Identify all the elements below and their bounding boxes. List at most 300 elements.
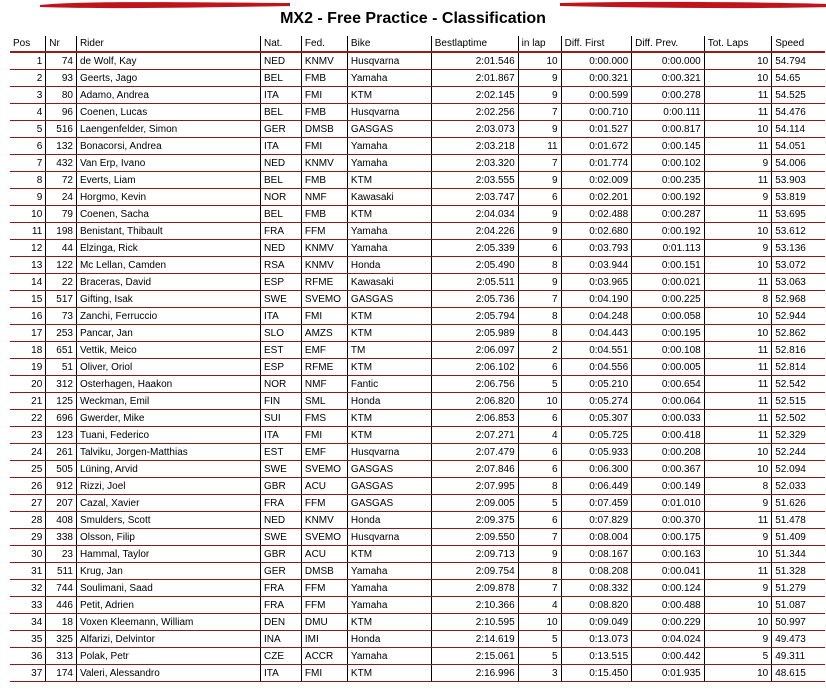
nat-cell: ITA xyxy=(261,427,302,444)
in-lap-cell: 6 xyxy=(518,461,561,478)
nr-cell: 261 xyxy=(46,444,77,461)
bike-cell: GASGAS xyxy=(347,291,431,308)
bike-cell: KTM xyxy=(347,172,431,189)
pos-cell: 3 xyxy=(10,87,46,104)
bestlaptime-cell: 2:05.989 xyxy=(431,325,518,342)
nr-cell: 511 xyxy=(46,563,77,580)
speed-cell: 52.244 xyxy=(772,444,825,461)
diff-first-cell: 0:05.725 xyxy=(561,427,632,444)
diff-first-cell: 0:05.307 xyxy=(561,410,632,427)
bike-cell: KTM xyxy=(347,325,431,342)
nat-cell: SUI xyxy=(261,410,302,427)
bestlaptime-cell: 2:02.145 xyxy=(431,87,518,104)
table-row xyxy=(10,478,825,495)
bike-cell: Yamaha xyxy=(347,240,431,257)
rider-cell: Zanchi, Ferruccio xyxy=(76,308,260,325)
pos-cell: 18 xyxy=(10,342,46,359)
nat-cell: GER xyxy=(261,563,302,580)
bike-cell: Kawasaki xyxy=(347,189,431,206)
pos-cell: 2 xyxy=(10,70,46,87)
in-lap-cell: 6 xyxy=(518,444,561,461)
header-nat[interactable]: Nat. xyxy=(261,36,302,52)
nr-cell: 325 xyxy=(46,631,77,648)
tot-laps-cell: 11 xyxy=(704,104,771,121)
pos-cell: 35 xyxy=(10,631,46,648)
bike-cell: Husqvarna xyxy=(347,444,431,461)
bestlaptime-cell: 2:05.339 xyxy=(431,240,518,257)
nr-cell: 446 xyxy=(46,597,77,614)
nat-cell: NED xyxy=(261,512,302,529)
bestlaptime-cell: 2:09.878 xyxy=(431,580,518,597)
nat-cell: SLO xyxy=(261,325,302,342)
speed-cell: 52.542 xyxy=(772,376,825,393)
rider-cell: Pancar, Jan xyxy=(76,325,260,342)
in-lap-cell: 5 xyxy=(518,631,561,648)
classification-table xyxy=(10,36,825,682)
nr-cell: 72 xyxy=(46,172,77,189)
diff-prev-cell: 0:00.000 xyxy=(632,52,705,70)
pos-cell: 28 xyxy=(10,512,46,529)
diff-prev-cell: 0:00.124 xyxy=(632,580,705,597)
pos-cell: 21 xyxy=(10,393,46,410)
pos-cell: 10 xyxy=(10,206,46,223)
rider-cell: de Wolf, Kay xyxy=(76,52,260,70)
pos-cell: 29 xyxy=(10,529,46,546)
table-row xyxy=(10,240,825,257)
nr-cell: 408 xyxy=(46,512,77,529)
bestlaptime-cell: 2:14.619 xyxy=(431,631,518,648)
diff-first-cell: 0:02.680 xyxy=(561,223,632,240)
in-lap-cell: 9 xyxy=(518,223,561,240)
bestlaptime-cell: 2:04.034 xyxy=(431,206,518,223)
fed-cell: EMF xyxy=(301,342,347,359)
diff-first-cell: 0:00.000 xyxy=(561,52,632,70)
speed-cell: 51.328 xyxy=(772,563,825,580)
nr-cell: 123 xyxy=(46,427,77,444)
bestlaptime-cell: 2:01.546 xyxy=(431,52,518,70)
nat-cell: ESP xyxy=(261,359,302,376)
rider-cell: Geerts, Jago xyxy=(76,70,260,87)
pos-cell: 24 xyxy=(10,444,46,461)
bike-cell: KTM xyxy=(347,359,431,376)
nat-cell: GBR xyxy=(261,546,302,563)
diff-first-cell: 0:08.820 xyxy=(561,597,632,614)
pos-cell: 16 xyxy=(10,308,46,325)
pos-cell: 37 xyxy=(10,665,46,682)
table-row xyxy=(10,512,825,529)
fed-cell: NMF xyxy=(301,189,347,206)
nat-cell: ITA xyxy=(261,308,302,325)
fed-cell: ACU xyxy=(301,478,347,495)
in-lap-cell: 7 xyxy=(518,529,561,546)
diff-prev-cell: 0:00.370 xyxy=(632,512,705,529)
table-row xyxy=(10,597,825,614)
tot-laps-cell: 10 xyxy=(704,52,771,70)
diff-first-cell: 0:05.933 xyxy=(561,444,632,461)
table-row xyxy=(10,393,825,410)
table-row xyxy=(10,648,825,665)
brush-stroke-left xyxy=(40,0,290,9)
table-row xyxy=(10,52,825,70)
in-lap-cell: 6 xyxy=(518,512,561,529)
bike-cell: Yamaha xyxy=(347,597,431,614)
table-row xyxy=(10,87,825,104)
nr-cell: 313 xyxy=(46,648,77,665)
table-row xyxy=(10,410,825,427)
nr-cell: 198 xyxy=(46,223,77,240)
tot-laps-cell: 11 xyxy=(704,87,771,104)
nat-cell: FRA xyxy=(261,495,302,512)
bestlaptime-cell: 2:03.555 xyxy=(431,172,518,189)
tot-laps-cell: 10 xyxy=(704,308,771,325)
bike-cell: KTM xyxy=(347,546,431,563)
nat-cell: SWE xyxy=(261,529,302,546)
speed-cell: 52.944 xyxy=(772,308,825,325)
tot-laps-cell: 9 xyxy=(704,580,771,597)
speed-cell: 53.136 xyxy=(772,240,825,257)
header-bike[interactable]: Bike xyxy=(347,36,431,52)
fed-cell: FMI xyxy=(301,308,347,325)
diff-first-cell: 0:00.599 xyxy=(561,87,632,104)
fed-cell: DMU xyxy=(301,614,347,631)
pos-cell: 11 xyxy=(10,223,46,240)
bike-cell: KTM xyxy=(347,410,431,427)
rider-cell: Coenen, Sacha xyxy=(76,206,260,223)
diff-prev-cell: 0:00.005 xyxy=(632,359,705,376)
diff-prev-cell: 0:00.151 xyxy=(632,257,705,274)
tot-laps-cell: 11 xyxy=(704,393,771,410)
diff-prev-cell: 0:00.654 xyxy=(632,376,705,393)
diff-prev-cell: 0:00.195 xyxy=(632,325,705,342)
bike-cell: Yamaha xyxy=(347,138,431,155)
tot-laps-cell: 9 xyxy=(704,240,771,257)
bestlaptime-cell: 2:06.853 xyxy=(431,410,518,427)
table-row xyxy=(10,563,825,580)
rider-cell: Gwerder, Mike xyxy=(76,410,260,427)
in-lap-cell: 8 xyxy=(518,308,561,325)
in-lap-cell: 9 xyxy=(518,87,561,104)
diff-first-cell: 0:06.300 xyxy=(561,461,632,478)
diff-first-cell: 0:03.793 xyxy=(561,240,632,257)
rider-cell: Coenen, Lucas xyxy=(76,104,260,121)
speed-cell: 49.311 xyxy=(772,648,825,665)
tot-laps-cell: 11 xyxy=(704,172,771,189)
fed-cell: EMF xyxy=(301,444,347,461)
tot-laps-cell: 10 xyxy=(704,614,771,631)
table-row xyxy=(10,104,825,121)
tot-laps-cell: 8 xyxy=(704,291,771,308)
rider-cell: Bonacorsi, Andrea xyxy=(76,138,260,155)
table-row xyxy=(10,189,825,206)
nat-cell: FRA xyxy=(261,580,302,597)
fed-cell: FFM xyxy=(301,597,347,614)
fed-cell: FMB xyxy=(301,172,347,189)
speed-cell: 54.65 xyxy=(772,70,825,87)
speed-cell: 54.525 xyxy=(772,87,825,104)
speed-cell: 51.344 xyxy=(772,546,825,563)
table-body xyxy=(10,52,825,682)
bike-cell: KTM xyxy=(347,87,431,104)
diff-first-cell: 0:01.672 xyxy=(561,138,632,155)
table-row xyxy=(10,172,825,189)
nr-cell: 651 xyxy=(46,342,77,359)
speed-cell: 53.819 xyxy=(772,189,825,206)
header-speed[interactable]: Speed xyxy=(772,36,825,52)
pos-cell: 25 xyxy=(10,461,46,478)
fed-cell: RFME xyxy=(301,359,347,376)
brush-stroke-right xyxy=(560,0,826,9)
pos-cell: 5 xyxy=(10,121,46,138)
nat-cell: GBR xyxy=(261,478,302,495)
diff-first-cell: 0:04.190 xyxy=(561,291,632,308)
diff-prev-cell: 0:00.192 xyxy=(632,223,705,240)
fed-cell: DMSB xyxy=(301,121,347,138)
diff-first-cell: 0:09.049 xyxy=(561,614,632,631)
nr-cell: 338 xyxy=(46,529,77,546)
diff-first-cell: 0:15.450 xyxy=(561,665,632,682)
in-lap-cell: 7 xyxy=(518,155,561,172)
header-tot-laps[interactable]: Tot. Laps xyxy=(704,36,771,52)
bike-cell: Fantic xyxy=(347,376,431,393)
tot-laps-cell: 10 xyxy=(704,325,771,342)
diff-prev-cell: 0:00.064 xyxy=(632,393,705,410)
nr-cell: 517 xyxy=(46,291,77,308)
in-lap-cell: 7 xyxy=(518,291,561,308)
rider-cell: Smulders, Scott xyxy=(76,512,260,529)
fed-cell: KNMV xyxy=(301,257,347,274)
bike-cell: Honda xyxy=(347,631,431,648)
diff-prev-cell: 0:00.229 xyxy=(632,614,705,631)
bestlaptime-cell: 2:09.713 xyxy=(431,546,518,563)
in-lap-cell: 5 xyxy=(518,648,561,665)
diff-prev-cell: 0:00.145 xyxy=(632,138,705,155)
speed-cell: 53.903 xyxy=(772,172,825,189)
rider-cell: Olsson, Filip xyxy=(76,529,260,546)
fed-cell: DMSB xyxy=(301,563,347,580)
speed-cell: 54.051 xyxy=(772,138,825,155)
rider-cell: Petit, Adrien xyxy=(76,597,260,614)
rider-cell: Tuani, Federico xyxy=(76,427,260,444)
nr-cell: 432 xyxy=(46,155,77,172)
bike-cell: Yamaha xyxy=(347,563,431,580)
diff-prev-cell: 0:00.287 xyxy=(632,206,705,223)
fed-cell: KNMV xyxy=(301,240,347,257)
in-lap-cell: 9 xyxy=(518,70,561,87)
nat-cell: NED xyxy=(261,52,302,70)
diff-prev-cell: 0:01.935 xyxy=(632,665,705,682)
fed-cell: FMB xyxy=(301,206,347,223)
pos-cell: 34 xyxy=(10,614,46,631)
pos-cell: 4 xyxy=(10,104,46,121)
header-diff-prev[interactable]: Diff. Prev. xyxy=(632,36,705,52)
pos-cell: 20 xyxy=(10,376,46,393)
pos-cell: 14 xyxy=(10,274,46,291)
diff-prev-cell: 0:00.488 xyxy=(632,597,705,614)
table-row xyxy=(10,665,825,682)
nat-cell: CZE xyxy=(261,648,302,665)
header-diff-first[interactable]: Diff. First xyxy=(561,36,632,52)
rider-cell: Valeri, Alessandro xyxy=(76,665,260,682)
fed-cell: FMB xyxy=(301,104,347,121)
diff-first-cell: 0:04.556 xyxy=(561,359,632,376)
rider-cell: Hammal, Taylor xyxy=(76,546,260,563)
pos-cell: 27 xyxy=(10,495,46,512)
speed-cell: 53.695 xyxy=(772,206,825,223)
fed-cell: FMI xyxy=(301,87,347,104)
diff-prev-cell: 0:00.278 xyxy=(632,87,705,104)
nat-cell: SWE xyxy=(261,291,302,308)
diff-prev-cell: 0:00.192 xyxy=(632,189,705,206)
speed-cell: 54.476 xyxy=(772,104,825,121)
diff-first-cell: 0:07.829 xyxy=(561,512,632,529)
bike-cell: Honda xyxy=(347,393,431,410)
diff-prev-cell: 0:04.024 xyxy=(632,631,705,648)
pos-cell: 36 xyxy=(10,648,46,665)
tot-laps-cell: 11 xyxy=(704,138,771,155)
tot-laps-cell: 11 xyxy=(704,427,771,444)
speed-cell: 50.997 xyxy=(772,614,825,631)
table-row xyxy=(10,580,825,597)
speed-cell: 52.816 xyxy=(772,342,825,359)
table-row xyxy=(10,70,825,87)
speed-cell: 53.072 xyxy=(772,257,825,274)
nr-cell: 79 xyxy=(46,206,77,223)
tot-laps-cell: 11 xyxy=(704,359,771,376)
bike-cell: Yamaha xyxy=(347,223,431,240)
header-fed[interactable]: Fed. xyxy=(301,36,347,52)
fed-cell: SVEMO xyxy=(301,461,347,478)
in-lap-cell: 8 xyxy=(518,563,561,580)
speed-cell: 52.515 xyxy=(772,393,825,410)
nat-cell: ITA xyxy=(261,87,302,104)
nr-cell: 96 xyxy=(46,104,77,121)
diff-first-cell: 0:08.208 xyxy=(561,563,632,580)
bestlaptime-cell: 2:09.005 xyxy=(431,495,518,512)
bestlaptime-cell: 2:10.366 xyxy=(431,597,518,614)
nat-cell: BEL xyxy=(261,206,302,223)
bestlaptime-cell: 2:09.754 xyxy=(431,563,518,580)
nat-cell: NOR xyxy=(261,189,302,206)
rider-cell: Braceras, David xyxy=(76,274,260,291)
table-row xyxy=(10,274,825,291)
diff-prev-cell: 0:00.235 xyxy=(632,172,705,189)
speed-cell: 52.033 xyxy=(772,478,825,495)
bike-cell: KTM xyxy=(347,614,431,631)
speed-cell: 51.478 xyxy=(772,512,825,529)
rider-cell: Cazal, Xavier xyxy=(76,495,260,512)
nr-cell: 696 xyxy=(46,410,77,427)
nr-cell: 22 xyxy=(46,274,77,291)
rider-cell: Everts, Liam xyxy=(76,172,260,189)
pos-cell: 22 xyxy=(10,410,46,427)
diff-prev-cell: 0:00.163 xyxy=(632,546,705,563)
header-nr[interactable]: Nr xyxy=(46,36,77,52)
pos-cell: 31 xyxy=(10,563,46,580)
in-lap-cell: 8 xyxy=(518,325,561,342)
bestlaptime-cell: 2:07.846 xyxy=(431,461,518,478)
tot-laps-cell: 5 xyxy=(704,648,771,665)
nat-cell: INA xyxy=(261,631,302,648)
header-pos[interactable]: Pos xyxy=(10,36,46,52)
table-row xyxy=(10,206,825,223)
bike-cell: TM xyxy=(347,342,431,359)
bestlaptime-cell: 2:07.995 xyxy=(431,478,518,495)
pos-cell: 30 xyxy=(10,546,46,563)
pos-cell: 8 xyxy=(10,172,46,189)
diff-prev-cell: 0:00.175 xyxy=(632,529,705,546)
table-row xyxy=(10,631,825,648)
diff-first-cell: 0:04.443 xyxy=(561,325,632,342)
in-lap-cell: 2 xyxy=(518,342,561,359)
tot-laps-cell: 10 xyxy=(704,461,771,478)
table-row xyxy=(10,155,825,172)
bike-cell: Yamaha xyxy=(347,155,431,172)
tot-laps-cell: 9 xyxy=(704,189,771,206)
bestlaptime-cell: 2:15.061 xyxy=(431,648,518,665)
pos-cell: 17 xyxy=(10,325,46,342)
in-lap-cell: 11 xyxy=(518,138,561,155)
header-rider[interactable]: Rider xyxy=(76,36,260,52)
speed-cell: 54.794 xyxy=(772,52,825,70)
pos-cell: 19 xyxy=(10,359,46,376)
bestlaptime-cell: 2:06.820 xyxy=(431,393,518,410)
header-in-lap[interactable]: in lap xyxy=(518,36,561,52)
header-bestlaptime[interactable]: Bestlaptime xyxy=(431,36,518,52)
diff-prev-cell: 0:00.208 xyxy=(632,444,705,461)
pos-cell: 15 xyxy=(10,291,46,308)
diff-first-cell: 0:01.774 xyxy=(561,155,632,172)
in-lap-cell: 4 xyxy=(518,427,561,444)
nr-cell: 18 xyxy=(46,614,77,631)
table-row xyxy=(10,529,825,546)
table-row xyxy=(10,444,825,461)
nat-cell: DEN xyxy=(261,614,302,631)
nr-cell: 80 xyxy=(46,87,77,104)
bike-cell: GASGAS xyxy=(347,495,431,512)
rider-cell: Voxen Kleemann, William xyxy=(76,614,260,631)
table-row xyxy=(10,359,825,376)
diff-prev-cell: 0:00.033 xyxy=(632,410,705,427)
diff-prev-cell: 0:00.058 xyxy=(632,308,705,325)
nr-cell: 132 xyxy=(46,138,77,155)
nr-cell: 312 xyxy=(46,376,77,393)
nr-cell: 207 xyxy=(46,495,77,512)
nr-cell: 516 xyxy=(46,121,77,138)
tot-laps-cell: 9 xyxy=(704,529,771,546)
diff-first-cell: 0:06.449 xyxy=(561,478,632,495)
rider-cell: Van Erp, Ivano xyxy=(76,155,260,172)
bike-cell: KTM xyxy=(347,206,431,223)
diff-prev-cell: 0:00.021 xyxy=(632,274,705,291)
diff-first-cell: 0:02.488 xyxy=(561,206,632,223)
rider-cell: Polak, Petr xyxy=(76,648,260,665)
in-lap-cell: 10 xyxy=(518,393,561,410)
bike-cell: Husqvarna xyxy=(347,52,431,70)
table-row xyxy=(10,614,825,631)
nr-cell: 744 xyxy=(46,580,77,597)
rider-cell: Elzinga, Rick xyxy=(76,240,260,257)
diff-first-cell: 0:05.274 xyxy=(561,393,632,410)
nr-cell: 24 xyxy=(46,189,77,206)
bestlaptime-cell: 2:05.511 xyxy=(431,274,518,291)
diff-prev-cell: 0:01.113 xyxy=(632,240,705,257)
bestlaptime-cell: 2:06.756 xyxy=(431,376,518,393)
diff-first-cell: 0:04.551 xyxy=(561,342,632,359)
diff-first-cell: 0:02.009 xyxy=(561,172,632,189)
fed-cell: FFM xyxy=(301,495,347,512)
diff-first-cell: 0:08.332 xyxy=(561,580,632,597)
nr-cell: 44 xyxy=(46,240,77,257)
